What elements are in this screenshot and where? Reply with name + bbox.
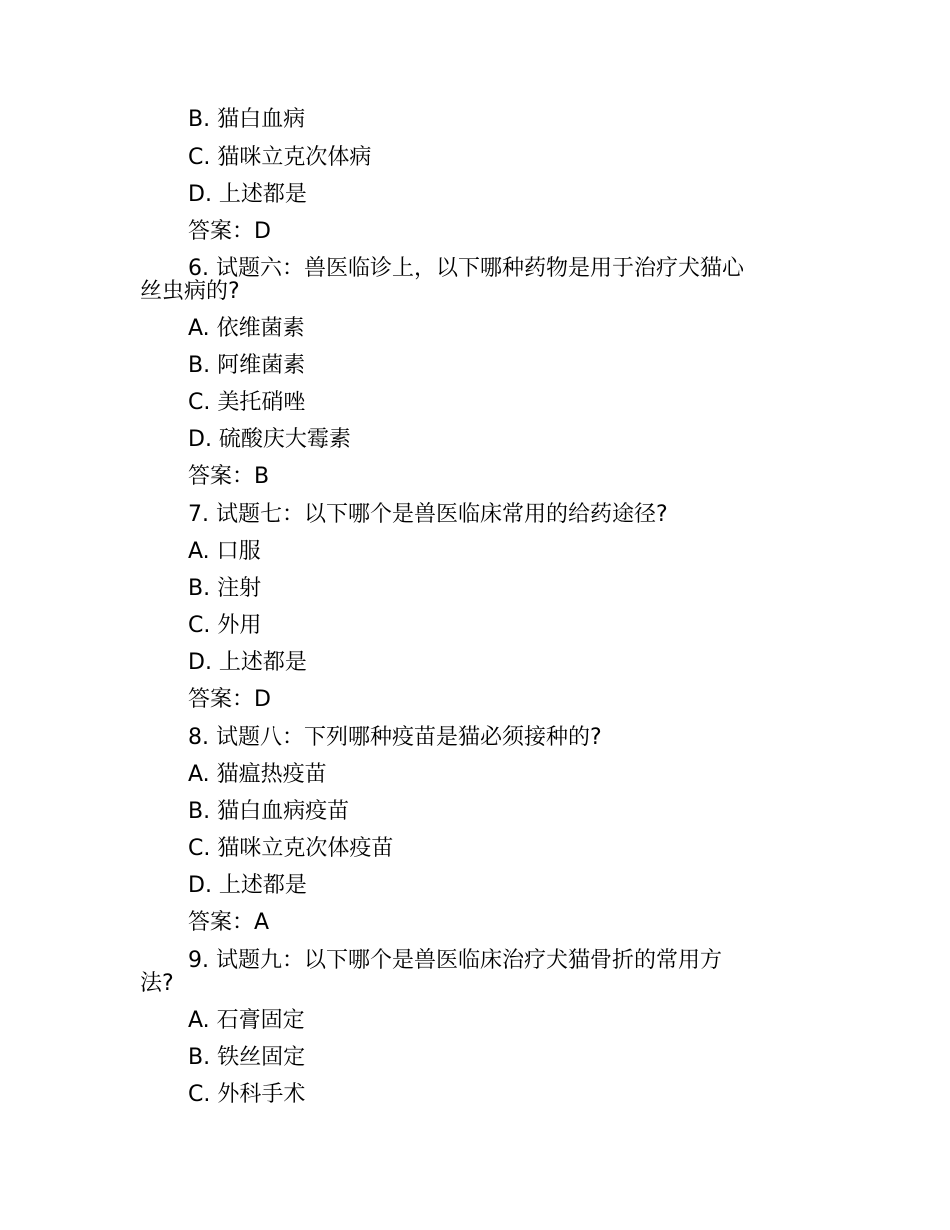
question-7: 7. 试题七：以下哪个是兽医临床常用的给药途径? [188, 502, 668, 527]
answer: 答案：D [188, 687, 271, 712]
question-6-continuation: 丝虫病的? [140, 279, 240, 304]
option-a: A. 猫瘟热疫苗 [188, 762, 327, 787]
option-a: A. 口服 [188, 539, 261, 564]
question-9: 9. 试题九：以下哪个是兽医临床治疗犬猫骨折的常用方 [188, 948, 722, 973]
option-c: C. 美托硝唑 [188, 390, 306, 415]
option-c: C. 猫咪立克次体病 [188, 145, 372, 170]
question-8: 8. 试题八：下列哪种疫苗是猫必须接种的? [188, 725, 602, 750]
option-b: B. 注射 [188, 576, 262, 601]
option-a: A. 依维菌素 [188, 316, 305, 341]
option-d: D. 硫酸庆大霉素 [188, 427, 351, 452]
answer: 答案：D [188, 219, 271, 244]
option-c: C. 外用 [188, 613, 262, 638]
option-a: A. 石膏固定 [188, 1008, 305, 1033]
answer: 答案：B [188, 464, 270, 489]
option-b: B. 猫白血病 [188, 107, 306, 132]
option-b: B. 猫白血病疫苗 [188, 799, 350, 824]
option-d: D. 上述都是 [188, 182, 307, 207]
option-c: C. 猫咪立克次体疫苗 [188, 836, 394, 861]
option-b: B. 铁丝固定 [188, 1045, 306, 1070]
answer: 答案：A [188, 910, 270, 935]
question-9-continuation: 法? [140, 971, 174, 996]
option-b: B. 阿维菌素 [188, 353, 306, 378]
option-c: C. 外科手术 [188, 1082, 306, 1107]
question-6: 6. 试题六：兽医临诊上，以下哪种药物是用于治疗犬猫心 [188, 256, 744, 281]
option-d: D. 上述都是 [188, 650, 307, 675]
option-d: D. 上述都是 [188, 873, 307, 898]
